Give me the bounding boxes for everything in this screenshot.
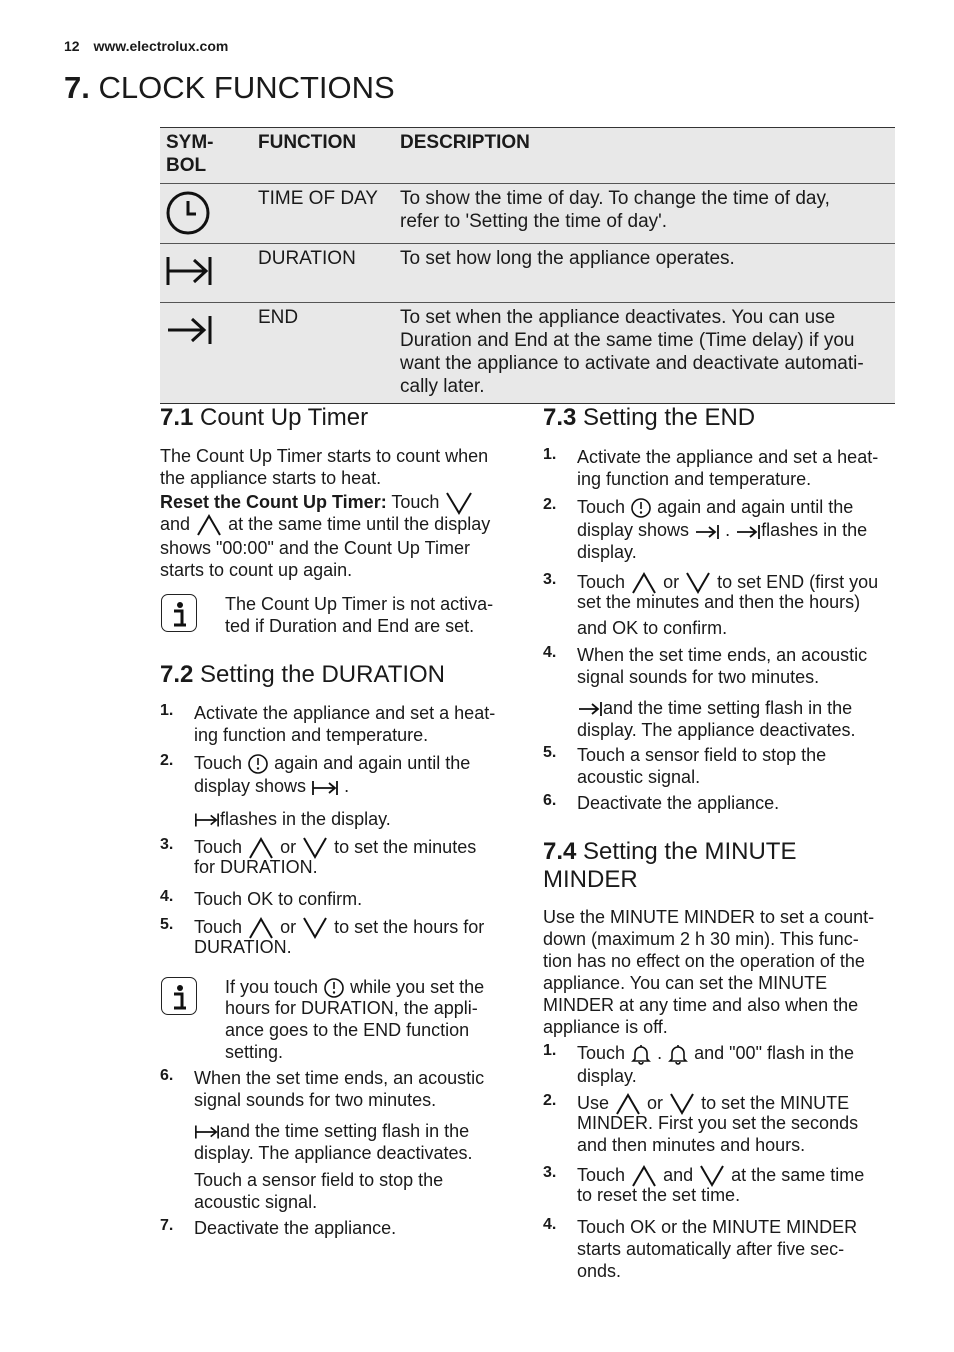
duration-icon: [194, 1123, 220, 1141]
count-up-reset: Reset the Count Up Timer: Touch and at the same time until the display shows "00:00" and the Count Up Timer starts to count up again.: [160, 491, 491, 581]
clock-icon: [160, 184, 252, 244]
duration-note: If you touch while you set the hours for DURATION, the appli- ance goes to the END function setting.: [225, 977, 485, 1063]
timer-icon: [630, 497, 652, 519]
section-title-duration: 7.2 Setting the DURATION: [160, 661, 446, 688]
function-cell: TIME OF DAY: [252, 184, 394, 244]
end-icon: [577, 700, 603, 718]
description-cell: To set how long the appliance operates.: [394, 244, 895, 303]
bell-icon: [667, 1043, 689, 1065]
count-up-intro: The Count Up Timer starts to count when the appliance starts to heat.: [160, 446, 489, 488]
table-row: [160, 303, 895, 404]
chapter-title: [64, 68, 395, 108]
up-arrow-icon: [195, 513, 223, 537]
section-title-minute-minder: 7.4 Setting the MINUTE MINDER: [543, 838, 797, 893]
duration-flash-note: flashes in the display.: [194, 808, 391, 830]
table-row: [160, 244, 895, 303]
header-symbol: SYM- BOL: [160, 128, 252, 184]
website-url: www.electrolux.com: [93, 38, 229, 54]
page-number: 12: [64, 38, 80, 54]
table-row: [160, 184, 895, 244]
end-icon: [735, 523, 761, 541]
minute-minder-intro: Use the MINUTE MINDER to set a count- down (maximum 2 h 30 min). This func- tion has no effect on the operation of the appliance. You can set the MINUTE MINDER at any time and also when the appliance is off.: [543, 907, 875, 1037]
duration-icon: [160, 244, 252, 303]
ok-icon: OK: [247, 889, 274, 909]
section-title-count-up-timer: 7.1 Count Up Timer: [160, 404, 369, 431]
info-icon: [161, 977, 197, 1015]
count-up-note: The Count Up Timer is not activa- ted if Duration and End are set.: [225, 594, 494, 636]
bell-icon: [630, 1043, 652, 1065]
reset-label: Reset the Count Up Timer:: [160, 491, 387, 512]
header-description: DESCRIPTION: [394, 128, 895, 184]
section-title-end: 7.3 Setting the END: [543, 404, 756, 431]
down-arrow-icon: [301, 916, 329, 940]
duration-stop-note: Touch a sensor field to stop the acoustic signal.: [194, 1170, 444, 1212]
page-header: [64, 38, 228, 54]
duration-icon: [194, 811, 220, 829]
end-flash-note: and the time setting flash in the display. The appliance deactivates.: [577, 698, 856, 740]
table-header-row: [160, 128, 895, 184]
end-icon: [160, 303, 252, 404]
clock-functions-table: [160, 127, 895, 404]
info-icon: [161, 594, 197, 632]
timer-icon: [323, 977, 345, 999]
chapter-number: 7.: [64, 70, 90, 105]
description-cell: To show the time of day. To change the time of day, refer to 'Setting the time of day'.: [394, 184, 895, 244]
chapter-title-text: CLOCK FUNCTIONS: [98, 70, 395, 105]
function-cell: END: [252, 303, 394, 404]
function-cell: DURATION: [252, 244, 394, 303]
ok-icon: OK: [612, 618, 639, 639]
duration-icon: [311, 779, 339, 797]
duration-end-note: and the time setting flash in the display. The appliance deactivates.: [194, 1121, 473, 1163]
end-icon: [694, 523, 720, 541]
description-cell: To set when the appliance deactivates. You can use Duration and End at the same time (Time delay) if you want the appliance to activate and deactivate automati- cally later.: [394, 303, 895, 404]
header-function: FUNCTION: [252, 128, 394, 184]
timer-icon: [247, 753, 269, 775]
ok-icon: OK: [630, 1217, 657, 1237]
